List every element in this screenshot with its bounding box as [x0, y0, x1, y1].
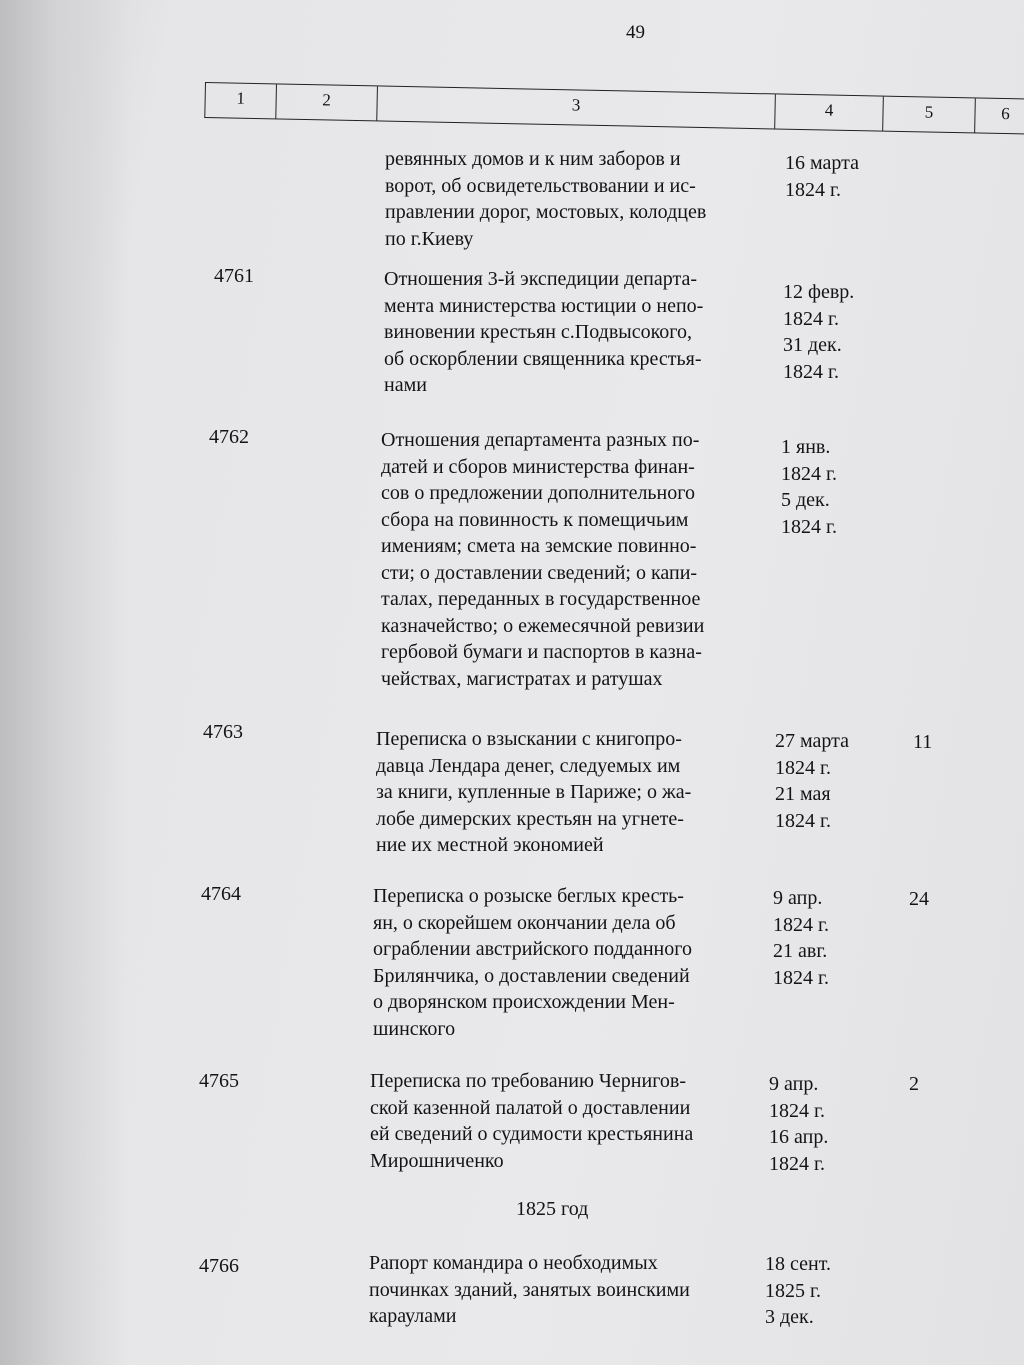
record-description: Рапорт командира о необходимых починках зданий, занятых воинскими караулами [369, 1252, 690, 1327]
record-dates: 1 янв. 1824 г. 5 дек. 1824 г. [781, 436, 837, 538]
record-dates: 9 апр. 1824 г. 21 авг. 1824 г. [773, 887, 829, 989]
record-description: Переписка о розыске беглых кресть- ян, о скорейшем окончании дела об ограблении австрийского подданного Брилянчика, о доставлении сведений о дворянском происхождении Мен- шинского [373, 885, 692, 1040]
record-dates: 12 февр. 1824 г. 31 дек. 1824 г. [783, 281, 855, 383]
record-description: ревянных домов и к ним заборов и ворот, об освидетельствовании и ис- правлении дорог, мостовых, колодцев по г.Киеву [385, 148, 707, 250]
record-dates: 18 сент. 1825 г. 3 дек. [765, 1253, 831, 1328]
record-number: 4761 [214, 265, 254, 287]
column-header-4: 4 [774, 94, 883, 130]
page-number: 49 [626, 22, 645, 43]
record-number: 4764 [201, 883, 241, 905]
record-description: Переписка о взыскании с книгопро- давца Лендара денег, следуемых им за книги, купленные в Париже; о жа- лобе димерских крестьян на угнете- ние их местной экономией [376, 728, 692, 856]
record-description: Отношения департамента разных по- датей и сборов министерства финан- сов о предложении дополнительного сбора на повинность к помещичьим имениям; смета на земские повинно- сти; о доставлении сведений; о капи- талах, переданных в государственное казначейство; о ежемесячной ревизии гербовой бумаги и паспортов в казна- чействах, магистратах и ратушах [381, 429, 705, 690]
record-number: 4765 [199, 1070, 239, 1092]
book-spine-shadow [0, 0, 130, 1365]
column-header-row [204, 82, 1024, 135]
record-number: 4762 [209, 426, 249, 448]
column-header-6: 6 [974, 98, 1024, 133]
record-number: 4766 [199, 1255, 239, 1277]
record-count: 24 [909, 888, 929, 910]
record-dates: 9 апр. 1824 г. 16 апр. 1824 г. [769, 1073, 829, 1175]
column-header-2: 2 [275, 84, 377, 120]
column-header-1: 1 [236, 88, 246, 108]
record-description: Отношения 3-й экспедиции департа- мента министерства юстиции о непо- виновении крестьян с.Подвысокого, об оскорблении священника крестья- нами [384, 268, 704, 396]
column-header-5: 5 [882, 97, 975, 133]
record-description: Переписка по требованию Чернигов- ской казенной палатой о доставлении ей сведений о судимости крестьянина Мирошниченко [370, 1070, 694, 1172]
record-dates: 27 марта 1824 г. 21 мая 1824 г. [775, 730, 849, 832]
record-count: 11 [913, 731, 933, 753]
column-header-3: 3 [376, 86, 775, 128]
record-number: 4763 [203, 721, 243, 743]
record-dates: 16 марта 1824 г. [785, 152, 859, 201]
record-count: 2 [909, 1073, 919, 1095]
year-heading: 1825 год [516, 1198, 589, 1220]
